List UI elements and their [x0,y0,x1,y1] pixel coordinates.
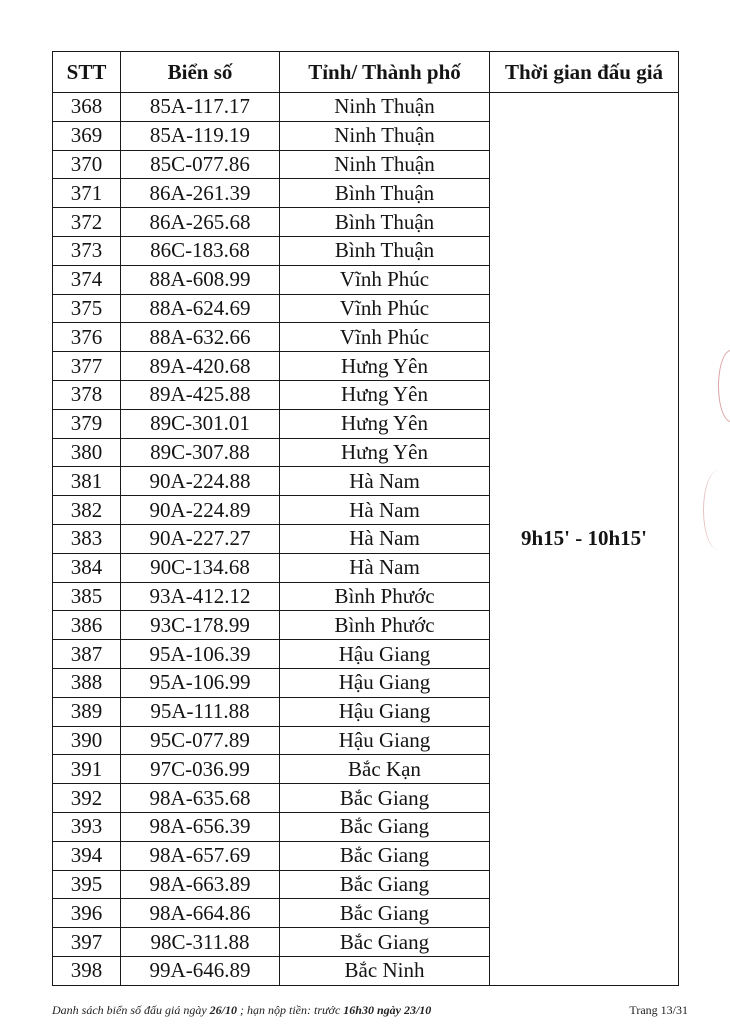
header-province: Tỉnh/ Thành phố [280,52,490,93]
header-plate: Biển số [121,52,280,93]
cell-plate: 88A-624.69 [121,294,280,323]
cell-stt: 383 [53,524,121,553]
cell-stt: 380 [53,438,121,467]
cell-plate: 89A-420.68 [121,352,280,381]
cell-stt: 394 [53,841,121,870]
footer-deadline: 16h30 ngày 23/10 [343,1003,432,1017]
page-number: Trang 13/31 [629,1003,688,1017]
plate-auction-table [52,51,679,986]
cell-plate: 85C-077.86 [121,150,280,179]
cell-plate: 95C-077.89 [121,726,280,755]
table-body [53,93,679,986]
cell-stt: 377 [53,352,121,381]
cell-province: Vĩnh Phúc [280,294,490,323]
cell-stt: 392 [53,784,121,813]
cell-plate: 89C-301.01 [121,409,280,438]
cell-stt: 396 [53,899,121,928]
cell-province: Hậu Giang [280,697,490,726]
signature-edge-mark [703,470,730,550]
cell-plate: 97C-036.99 [121,755,280,784]
cell-stt: 390 [53,726,121,755]
cell-plate: 90A-224.89 [121,496,280,525]
cell-stt: 369 [53,121,121,150]
cell-province: Ninh Thuận [280,150,490,179]
cell-plate: 85A-117.17 [121,93,280,122]
cell-stt: 381 [53,467,121,496]
cell-plate: 98A-656.39 [121,812,280,841]
cell-stt: 398 [53,956,121,985]
stamp-edge-mark [718,350,730,422]
cell-province: Hậu Giang [280,668,490,697]
cell-province: Bình Thuận [280,208,490,237]
cell-province: Bình Phước [280,611,490,640]
header-stt: STT [53,52,121,93]
cell-plate: 88A-632.66 [121,323,280,352]
cell-plate: 86A-265.68 [121,208,280,237]
cell-province: Bắc Giang [280,870,490,899]
cell-plate: 98A-657.69 [121,841,280,870]
cell-province: Bắc Giang [280,812,490,841]
cell-plate: 88A-608.99 [121,265,280,294]
cell-plate: 90A-227.27 [121,524,280,553]
table-header-row [53,52,679,93]
cell-province: Ninh Thuận [280,93,490,122]
cell-stt: 372 [53,208,121,237]
cell-stt: 393 [53,812,121,841]
cell-plate: 85A-119.19 [121,121,280,150]
cell-province: Hà Nam [280,467,490,496]
footer-prefix: Danh sách biển số đấu giá ngày [52,1003,210,1017]
cell-province: Hà Nam [280,496,490,525]
cell-stt: 382 [53,496,121,525]
cell-province: Bắc Ninh [280,956,490,985]
cell-plate: 95A-106.39 [121,640,280,669]
cell-stt: 373 [53,236,121,265]
cell-stt: 378 [53,380,121,409]
cell-province: Bình Phước [280,582,490,611]
cell-province: Bắc Giang [280,841,490,870]
cell-plate: 93A-412.12 [121,582,280,611]
cell-plate: 89C-307.88 [121,438,280,467]
cell-stt: 385 [53,582,121,611]
cell-province: Vĩnh Phúc [280,265,490,294]
cell-province: Hậu Giang [280,726,490,755]
cell-province: Hưng Yên [280,438,490,467]
cell-stt: 384 [53,553,121,582]
cell-stt: 371 [53,179,121,208]
cell-plate: 90C-134.68 [121,553,280,582]
cell-plate: 99A-646.89 [121,956,280,985]
table-row [53,93,679,122]
cell-province: Bắc Giang [280,784,490,813]
cell-plate: 95A-106.99 [121,668,280,697]
cell-province: Hậu Giang [280,640,490,669]
cell-province: Bắc Giang [280,928,490,957]
cell-plate: 98C-311.88 [121,928,280,957]
cell-stt: 370 [53,150,121,179]
cell-stt: 375 [53,294,121,323]
cell-stt: 397 [53,928,121,957]
cell-plate: 90A-224.88 [121,467,280,496]
cell-province: Bình Thuận [280,179,490,208]
cell-province: Hà Nam [280,553,490,582]
cell-plate: 86C-183.68 [121,236,280,265]
cell-plate: 86A-261.39 [121,179,280,208]
cell-plate: 93C-178.99 [121,611,280,640]
cell-province: Ninh Thuận [280,121,490,150]
cell-plate: 89A-425.88 [121,380,280,409]
cell-province: Hưng Yên [280,380,490,409]
cell-province: Hà Nam [280,524,490,553]
footer-auction-date: 26/10 [209,1003,237,1017]
cell-plate: 98A-635.68 [121,784,280,813]
footer-middle: ; hạn nộp tiền: trước [237,1003,344,1017]
cell-stt: 386 [53,611,121,640]
cell-stt: 376 [53,323,121,352]
cell-stt: 388 [53,668,121,697]
cell-province: Bắc Giang [280,899,490,928]
document-sheet [52,51,679,986]
cell-province: Vĩnh Phúc [280,323,490,352]
header-auction-time: Thời gian đấu giá [490,52,679,93]
cell-auction-time: 9h15' - 10h15' [490,93,679,986]
cell-stt: 368 [53,93,121,122]
page-footer [52,1003,688,1018]
cell-stt: 387 [53,640,121,669]
cell-plate: 98A-664.86 [121,899,280,928]
cell-province: Hưng Yên [280,352,490,381]
cell-province: Bình Thuận [280,236,490,265]
cell-plate: 98A-663.89 [121,870,280,899]
cell-stt: 379 [53,409,121,438]
cell-province: Hưng Yên [280,409,490,438]
cell-stt: 395 [53,870,121,899]
cell-plate: 95A-111.88 [121,697,280,726]
cell-province: Bắc Kạn [280,755,490,784]
cell-stt: 391 [53,755,121,784]
cell-stt: 374 [53,265,121,294]
cell-stt: 389 [53,697,121,726]
